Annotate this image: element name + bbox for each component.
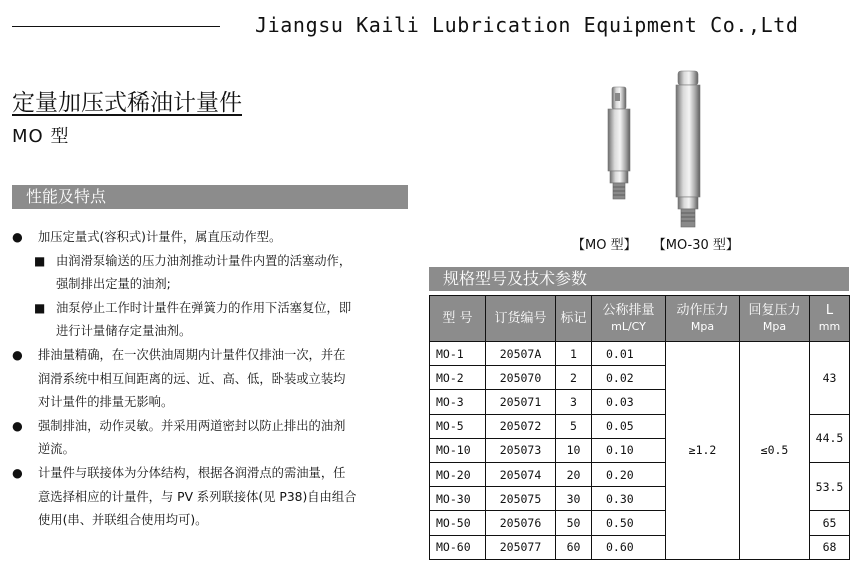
photo-captions — [572, 234, 751, 253]
feature-item-cont: 润滑系统中相互间距离的远、近、高、低，卧装或立装均 — [38, 371, 346, 386]
mo-meter-icon — [608, 87, 630, 199]
length-value: 53.5 — [810, 462, 850, 510]
square-bullet-icon: ■ — [34, 253, 46, 268]
reset-pressure-value: ≤0.5 — [740, 342, 810, 560]
length-value: 44.5 — [810, 414, 850, 462]
feature-item-cont: 对计量件的排量无影响。 — [38, 395, 174, 410]
feature-item: ● 计量件与联接体为分体结构，根据各润滑点的需油量，任 — [12, 462, 424, 486]
feature-subitem-cont: 强制排出定量的油剂; — [56, 277, 171, 292]
feature-subitem: ■ 油泵停止工作时计量件在弹簧力的作用下活塞复位，即 — [12, 297, 424, 321]
header-rule — [12, 26, 220, 27]
spec-table — [429, 295, 850, 560]
col-reset-pressure: 回复压力 Mpa — [740, 296, 810, 342]
bullet-icon: ● — [12, 347, 23, 362]
spec-heading: 规格型号及技术参数 — [429, 267, 849, 291]
feature-item-cont: 使用(串、并联组合使用均可)。 — [38, 513, 208, 528]
feature-item-cont: 意选择相应的计量件，与 PV 系列联接体(见 P38)自由组合 — [38, 489, 357, 504]
table-row: MO-3 205071 3 0.03 — [430, 390, 850, 414]
bullet-icon: ● — [12, 418, 23, 433]
bullet-icon: ● — [12, 230, 23, 244]
feature-item-cont: 逆流。 — [38, 442, 75, 457]
company-name: Jiangsu Kaili Lubrication Equipment Co.,Ltd — [255, 13, 799, 37]
model-suffix: 型 — [50, 126, 70, 147]
col-action-pressure: 动作压力 Mpa — [666, 296, 740, 342]
feature-item: ● 加压定量式(容积式)计量件，属直压动作型。 — [12, 226, 424, 250]
model-label — [12, 122, 69, 148]
feature-item: ● 排油量精确，在一次供油周期内计量件仅排油一次，并在 — [12, 344, 424, 368]
feature-item: ● 强制排油，动作灵敏。并采用两道密封以防止排出的油剂 — [12, 415, 424, 439]
length-value: 68 — [810, 535, 850, 559]
caption-mo-30: 【MO-30 型】 — [652, 238, 739, 253]
length-value: 43 — [810, 342, 850, 415]
mo-30-meter-icon — [676, 71, 700, 227]
feature-subitem: ■ 由润滑泵输送的压力油剂推动计量件内置的活塞动作， — [12, 250, 424, 274]
features-heading: 性能及特点 — [12, 185, 408, 209]
feature-subitem-cont: 进行计量储存定量油剂。 — [56, 324, 192, 339]
col-displacement: 公称排量 mL/CY — [592, 296, 666, 342]
table-header-row — [430, 296, 850, 342]
length-value: 65 — [810, 511, 850, 535]
table-row: MO-5 205072 5 0.05 44.5 — [430, 414, 850, 438]
table-row: MO-20 205074 20 0.20 53.5 — [430, 462, 850, 486]
model-prefix: MO — [12, 126, 44, 147]
table-row: MO-10 205073 10 0.10 — [430, 438, 850, 462]
col-model: 型 号 — [430, 296, 486, 342]
bullet-icon: ● — [12, 465, 23, 480]
col-length: L mm — [810, 296, 850, 342]
action-pressure-value: ≥1.2 — [666, 342, 740, 560]
page-title: 定量加压式稀油计量件 — [12, 90, 242, 116]
table-row: MO-30 205075 30 0.30 — [430, 487, 850, 511]
table-row: MO-2 205070 2 0.02 — [430, 366, 850, 390]
table-row: MO-1 20507A 1 0.01 ≥1.2 ≤0.5 43 — [430, 342, 850, 366]
col-mark: 标记 — [556, 296, 592, 342]
square-bullet-icon: ■ — [34, 300, 46, 315]
caption-mo: 【MO 型】 — [572, 238, 637, 253]
product-photo — [560, 65, 760, 235]
table-row: MO-60 205077 60 0.60 68 — [430, 535, 850, 559]
table-row: MO-50 205076 50 0.50 65 — [430, 511, 850, 535]
features-list — [12, 226, 424, 533]
col-order: 订货编号 — [486, 296, 556, 342]
